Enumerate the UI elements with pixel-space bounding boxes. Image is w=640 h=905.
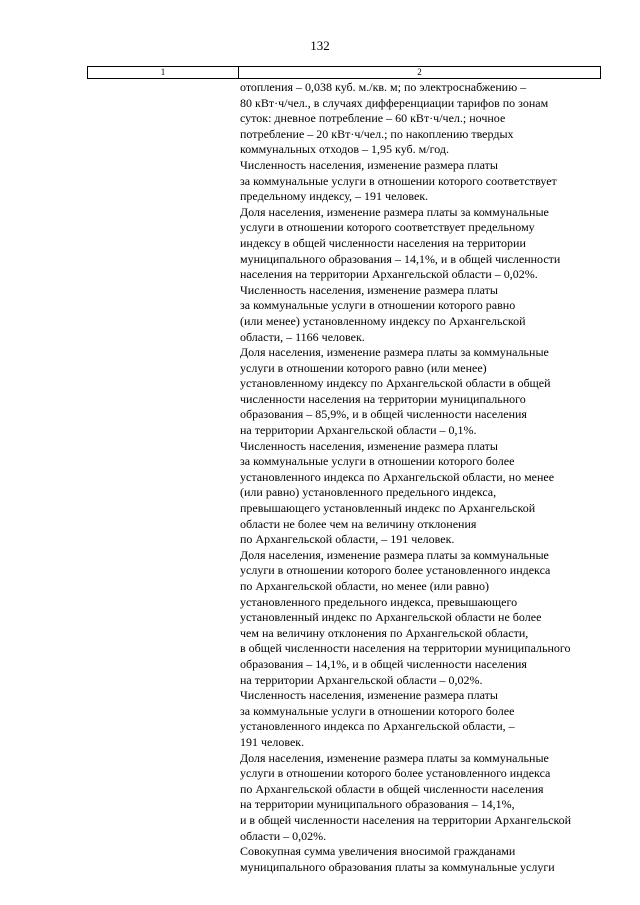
text-line: образования – 14,1%, и в общей численности населения bbox=[240, 656, 527, 671]
text-line: 191 человек. bbox=[240, 734, 305, 749]
text-line: потребление – 20 кВт·ч/чел.; по накоплению твердых bbox=[240, 126, 514, 141]
text-line: чем на величину отклонения по Архангельской области, bbox=[240, 625, 529, 640]
text-line: услуги в отношении которого более установленного индекса bbox=[240, 563, 551, 578]
text-line: численности населения на территории муниципального bbox=[240, 391, 526, 406]
text-line: услуги в отношении которого соответствует предельному bbox=[240, 220, 535, 235]
text-line: на территории Архангельской области – 0,02%. bbox=[240, 672, 483, 687]
text-line: в общей численности населения на территории муниципального bbox=[240, 641, 571, 656]
text-line: за коммунальные услуги в отношении которого равно bbox=[240, 298, 516, 313]
table-header-row bbox=[87, 66, 601, 79]
text-line: по Архангельской области в общей численности населения bbox=[240, 781, 544, 796]
text-line: образования – 85,9%, и в общей численности населения bbox=[240, 407, 527, 422]
text-line: суток: дневное потребление – 60 кВт·ч/чел.; ночное bbox=[240, 111, 506, 126]
text-line: населения на территории Архангельской области – 0,02%. bbox=[240, 267, 538, 282]
text-line: услуги в отношении которого более установленного индекса bbox=[240, 766, 551, 781]
text-line: установленного предельного индекса, превышающего bbox=[240, 594, 518, 609]
text-line: Совокупная сумма увеличения вносимой гражданами bbox=[240, 844, 516, 859]
text-line: за коммунальные услуги в отношении которого более bbox=[240, 454, 515, 469]
text-line: установленного индекса по Архангельской области, – bbox=[240, 719, 515, 734]
text-line: за коммунальные услуги в отношении которого более bbox=[240, 703, 515, 718]
text-line: области – 0,02%. bbox=[240, 828, 327, 843]
text-line: (или равно) установленного предельного индекса, bbox=[240, 485, 497, 500]
text-line: муниципального образования – 14,1%, и в общей численности bbox=[240, 251, 561, 266]
text-line: отопления – 0,038 куб. м./кв. м; по электроснабжению – bbox=[240, 80, 527, 94]
text-line: Численность населения, изменение размера платы bbox=[240, 688, 498, 703]
text-line: Численность населения, изменение размера платы bbox=[240, 438, 498, 453]
text-line: Численность населения, изменение размера платы bbox=[240, 157, 498, 172]
text-line: по Архангельской области, но менее (или равно) bbox=[240, 579, 489, 593]
text-line: Доля населения, изменение размера платы за коммунальные bbox=[240, 547, 549, 562]
text-line: по Архангельской области, – 191 человек. bbox=[240, 532, 455, 547]
text-line: Доля населения, изменение размера платы за коммунальные bbox=[240, 345, 549, 360]
text-line: области не более чем на величину отклонения bbox=[240, 516, 477, 531]
text-line: предельному индексу, – 191 человек. bbox=[240, 189, 429, 204]
text-line: области, – 1166 человек. bbox=[240, 329, 365, 344]
text-line: Доля населения, изменение размера платы за коммунальные bbox=[240, 204, 549, 219]
table-header-col-1: 1 bbox=[88, 67, 239, 78]
table-cell-text bbox=[240, 80, 610, 875]
text-line: установленный индекс по Архангельской области не более bbox=[240, 610, 542, 625]
document-table bbox=[87, 66, 601, 79]
text-line: за коммунальные услуги в отношении которого соответствует bbox=[240, 173, 557, 188]
text-line: и в общей численности населения на территории Архангельской bbox=[240, 812, 572, 827]
text-line: превышающего установленный индекс по Архангельской bbox=[240, 501, 536, 516]
text-line: Доля населения, изменение размера платы за коммунальные bbox=[240, 750, 549, 765]
table-header-col-2: 2 bbox=[417, 67, 422, 77]
text-line: муниципального образования платы за коммунальные услуги bbox=[240, 859, 555, 874]
text-line: на территории Архангельской области – 0,1%. bbox=[240, 423, 477, 438]
text-line: Численность населения, изменение размера платы bbox=[240, 282, 498, 297]
text-line: на территории муниципального образования – 14,1%, bbox=[240, 797, 515, 812]
page-number: 132 bbox=[310, 38, 330, 53]
text-line: установленному индексу по Архангельской области в общей bbox=[240, 376, 551, 391]
text-line: индексу в общей численности населения на территории bbox=[240, 235, 526, 250]
text-line: установленного индекса по Архангельской области, но менее bbox=[240, 469, 555, 484]
text-line: коммунальных отходов – 1,95 куб. м/год. bbox=[240, 142, 449, 157]
text-line: 80 кВт·ч/чел., в случаях дифференциации тарифов по зонам bbox=[240, 95, 549, 110]
text-line: (или менее) установленному индексу по Архангельской bbox=[240, 313, 526, 328]
text-line: услуги в отношении которого равно (или менее) bbox=[240, 360, 487, 375]
